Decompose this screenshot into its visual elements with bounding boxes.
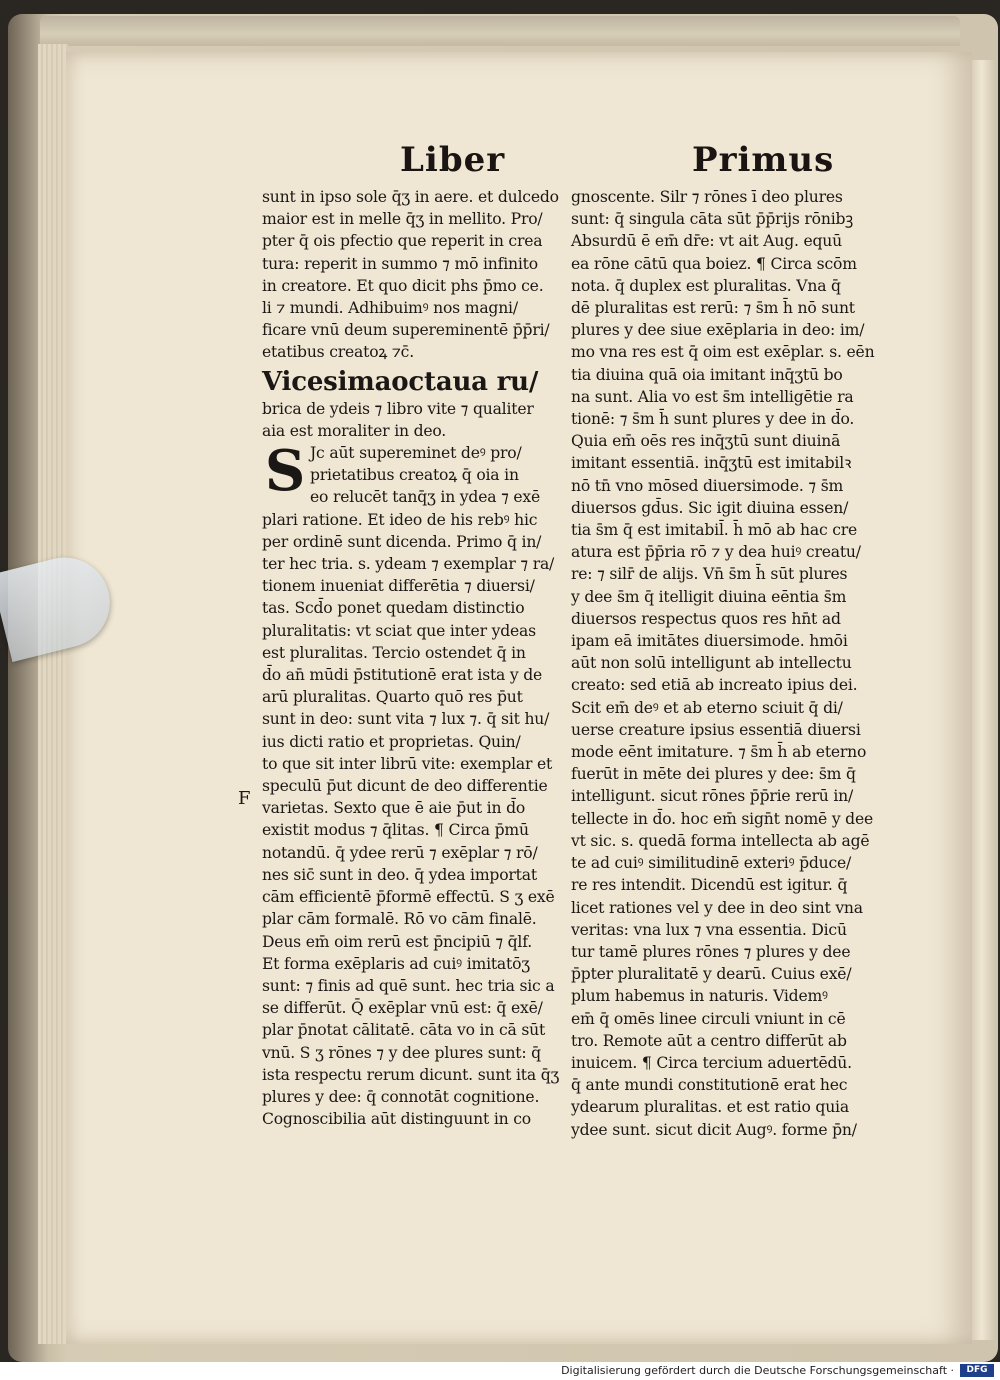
text-line: re res intendit. Dicendū est igitur. q̄ — [571, 876, 848, 895]
text-line: Et forma exēplaris ad cuiꝰ imitatōʒ — [262, 954, 530, 973]
text-line: atura est p̄p̄ria rō ⁊ y dea huiꝰ creatu/ — [571, 543, 861, 562]
text-line: ea rōne cātū qua boiez. ¶ Circa scōm — [571, 254, 857, 273]
rubric-heading: Vicesimaoctaua ru/ — [262, 366, 539, 397]
text-line: tura: reperit in summo ⁊ mō infinito — [262, 254, 538, 273]
text-line: etatibus creatoꝝ ⁊c̄. — [262, 343, 414, 362]
text-line: se differūt. Q̄ exēplar vnū est: q̄ exē/ — [262, 999, 543, 1018]
text-line: nes sic̄ sunt in deo. q̄ ydea importat — [262, 865, 537, 884]
text-line: Deus em̄ oim rerū est p̄ncipiū ⁊ q̄lf. — [262, 932, 532, 951]
text-line: in creatore. Et quo dicit phs p̄mo ce. — [262, 276, 544, 295]
text-line: mode eēnt imitature. ⁊ s̄m h̄ ab eterno — [571, 743, 867, 762]
text-line: Jc aūt supereminet deꝰ pro/ — [310, 444, 522, 463]
text-line: licet rationes vel y dee in deo sint vna — [571, 898, 863, 917]
text-line: ista respectu rerum dicunt. sunt ita q̄ʒ — [262, 1065, 560, 1084]
text-line: ipam eā imitātes diuersimode. hmōi — [571, 632, 848, 651]
text-line: uerse creature ipsius essentiā diuersi — [571, 720, 861, 739]
text-line: aia est moraliter in deo. — [262, 421, 447, 440]
text-line: sunt: q̄ singula cāta sūt p̄p̄rijs rōnibꝫ — [571, 210, 854, 229]
text-line: tellecte in d̄o. hoc em̄ sign̄t nomē y dee — [571, 809, 874, 828]
text-line: est pluralitas. Tercio ostendet q̄ in — [262, 643, 526, 662]
text-line: re: ⁊ silr̄ de alijs. Vn̄ s̄m h̄ sūt plures — [571, 565, 848, 584]
text-line: tur tamē plures rōnes ⁊ plures y dee — [571, 942, 851, 961]
text-line: maior est in melle q̄ʒ in mellito. Pro/ — [262, 210, 543, 229]
text-line: tia s̄m q̄ est imitabil̄. h̄ mō ab hac cre — [571, 521, 858, 540]
text-line: tionē: ⁊ s̄m h̄ sunt plures y dee in d̄o. — [571, 410, 855, 429]
text-line: Absurdū ē em̄ dr̄e: vt ait Aug. equū — [571, 232, 842, 251]
text-line: tia diuina quā oia imitant inq̄ʒtū bo — [571, 365, 843, 384]
text-line: sunt in deo: sunt vita ⁊ lux ⁊. q̄ sit hu/ — [262, 710, 550, 729]
text-line: Cognoscibilia aūt distinguunt in co — [262, 1110, 531, 1129]
text-line: nota. q̄ duplex est pluralitas. Vna q̄ — [571, 276, 841, 295]
left-top-lines — [262, 186, 562, 364]
text-column-right — [571, 186, 881, 1141]
right-body-lines — [571, 186, 881, 1141]
text-line: pluralitatis: vt sciat que inter ydeas — [262, 621, 536, 640]
text-line: q̄ ante mundi constitutionē erat hec — [571, 1076, 848, 1095]
footer-credit: Digitalisierung gefördert durch die Deutsche Forschungsgemeinschaft · — [561, 1364, 954, 1377]
text-line: ficare vnū deum supereminentē p̄p̄ri/ — [262, 321, 550, 340]
text-line: speculū p̄ut dicunt de deo differentie — [262, 777, 548, 796]
decorated-initial: S — [264, 438, 306, 505]
text-line: ydearum pluralitas. et est ratio quia — [571, 1098, 849, 1117]
text-line: te ad cuiꝰ similitudinē exteriꝰ p̄duce/ — [571, 854, 852, 873]
text-line: veritas: vna lux ⁊ vna essentia. Dicū — [571, 920, 847, 939]
text-line: creato: sed etiā ab increato ipius dei. — [571, 676, 858, 695]
text-line: diuersos gd̄us. Sic igit diuina essen/ — [571, 498, 849, 517]
initial-paragraph — [262, 438, 562, 531]
text-line: vnū. S ʒ rōnes ⁊ y dee plures sunt: q̄ — [262, 1043, 541, 1062]
text-line: to que sit inter librū vite: exemplar et — [262, 754, 553, 773]
text-line: p̄pter pluralitatē y dearū. Cuius exē/ — [571, 965, 852, 984]
text-line: Quia em̄ oēs res inq̄ʒtū sunt diuinā — [571, 432, 841, 451]
dfg-logo-icon: DFG — [960, 1364, 994, 1377]
text-line: nō tn̄ vno mōsed diuersimode. ⁊ s̄m — [571, 476, 844, 495]
text-line: imitant essentiā. inq̄ʒtū est imitabilꝛ — [571, 454, 852, 473]
marginal-note: F — [238, 788, 251, 809]
text-line: arū pluralitas. Quarto quō res p̄ut — [262, 688, 523, 707]
text-line: diuersos respectus quos res hn̄t ad — [571, 609, 841, 628]
text-line: plar p̄notat cālitatē. cāta vo in cā sūt — [262, 1021, 546, 1040]
text-line: na sunt. Alia vo est s̄m intelligētie ra — [571, 387, 854, 406]
text-line: sunt in ipso sole q̄ʒ in aere. et dulcedo — [262, 188, 559, 206]
text-line: eo relucēt tanq̄ʒ in ydea ⁊ exē — [310, 488, 541, 507]
text-line: aūt non solū intelligunt ab intellectu — [571, 654, 852, 673]
text-line: ius dicti ratio et proprietas. Quin/ — [262, 732, 521, 751]
text-line: tas. Scd̄o ponet quedam distinctio — [262, 599, 525, 618]
running-header-left: Liber — [400, 140, 506, 180]
text-line: d̄o an̄ mūdi p̄stitutionē erat ista y de — [262, 666, 543, 685]
text-line: plari ratione. Et ideo de his rebꝰ hic — [262, 510, 538, 529]
text-line: y dee s̄m q̄ itelligit diuina eēntia s̄m — [571, 587, 847, 606]
text-line: Scit em̄ deꝰ et ab eterno sciuit q̄ di/ — [571, 698, 843, 717]
text-line: mo vna res est q̄ oim est exēplar. s. eēn — [571, 343, 875, 362]
text-line: fuerūt in mēte dei plures y dee: s̄m q̄ — [571, 765, 856, 784]
running-header-right: Primus — [692, 140, 835, 180]
text-line: existit modus ⁊ q̄litas. ¶ Circa p̄mū — [262, 821, 529, 840]
text-line: plar cām formalē. Rō vo cām finalē. — [262, 910, 537, 929]
text-line: intelligunt. sicut rōnes p̄p̄rie rerū in/ — [571, 787, 854, 806]
rubric-lines — [262, 398, 562, 442]
text-line: prietatibus creatoꝝ q̄ oia in — [310, 466, 519, 485]
text-line: cām efficientē p̄formē effectū. S ʒ exē — [262, 888, 555, 907]
text-line: dē pluralitas est rerū: ⁊ s̄m h̄ nō sunt — [571, 299, 855, 318]
text-line: tionem inueniat differētia ⁊ diuersi/ — [262, 577, 535, 596]
text-line: ydee sunt. sicut dicit Augꝰ. forme p̄n/ — [571, 1120, 857, 1139]
text-column-left — [262, 186, 562, 1130]
text-line: vt sic. s. quedā forma intellecta ab agē — [571, 831, 870, 850]
book-top-edge — [40, 16, 960, 46]
text-line: tro. Remote aūt a centro differūt ab — [571, 1031, 847, 1050]
facing-leaf-edge — [972, 60, 996, 1340]
text-line: sunt: ⁊ finis ad quē sunt. hec tria sic a — [262, 976, 555, 995]
text-line: inuicem. ¶ Circa tercium aduertēdū. — [571, 1053, 852, 1072]
text-line: notandū. q̄ ydee rerū ⁊ exēplar ⁊ rō/ — [262, 843, 538, 862]
text-line: per ordinē sunt dicenda. Primo q̄ in/ — [262, 532, 542, 551]
left-body-lines — [262, 531, 562, 1130]
footer-bar — [0, 1362, 1000, 1380]
text-line: li ⁊ mundi. Adhibuimꝰ nos magni/ — [262, 299, 518, 318]
text-line: plum habemus in naturis. Videmꝰ — [571, 987, 828, 1006]
text-line: plures y dee siue exēplaria in deo: im/ — [571, 321, 865, 340]
text-line: gnoscente. Silr ⁊ rōnes ī deo plures — [571, 188, 843, 206]
text-line: brica de ydeis ⁊ libro vite ⁊ qualiter — [262, 399, 534, 418]
text-line: ter hec tria. s. ydeam ⁊ exemplar ⁊ ra/ — [262, 555, 555, 574]
text-line: em̄ q̄ omēs linee circuli vniunt in cē — [571, 1009, 846, 1028]
text-line: varietas. Sexto que ē aie p̄ut in d̄o — [262, 799, 526, 818]
text-line: pter q̄ ois pfectio que reperit in crea — [262, 232, 543, 251]
text-line: plures y dee: q̄ connotāt cognitione. — [262, 1087, 540, 1106]
page-stack — [38, 44, 68, 1344]
